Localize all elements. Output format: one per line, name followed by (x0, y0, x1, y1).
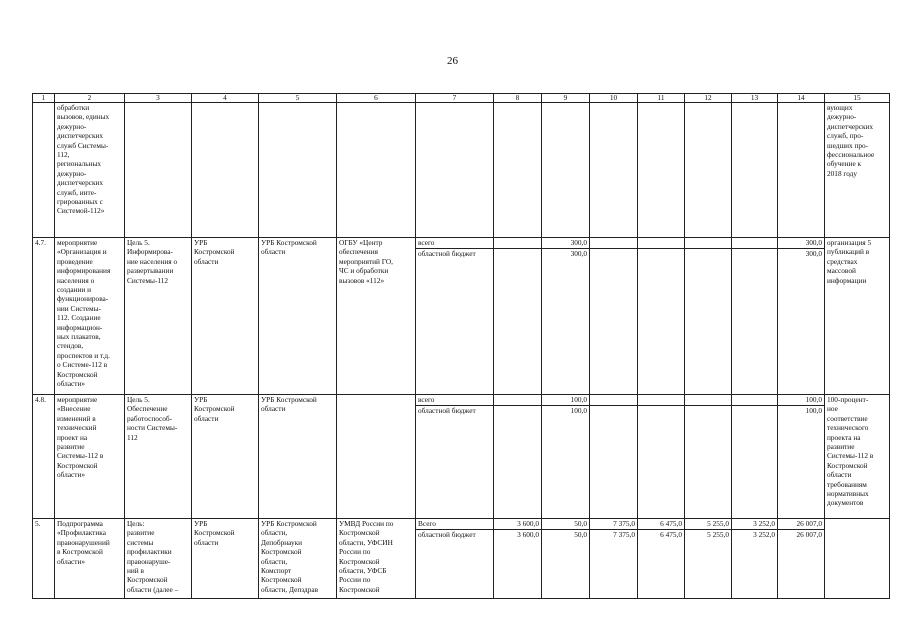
cell-c15: 100-процент- ное соответствие технического проекта на развитие Системы-112 в Костромской области требованиям нормативных документов (825, 395, 890, 519)
column-number-14: 14 (778, 94, 825, 103)
budget-total-value: 6 475,0 (660, 519, 682, 528)
cell-c5: УРБ Костромской области, Депобрнауки Костромской области, Комспорт Костромской области, Депздрав (259, 519, 337, 599)
budget-regional-value (732, 248, 777, 259)
program-table (32, 93, 890, 599)
budget-regional-value (685, 248, 731, 259)
budget-regional-value: 7 375,0 (590, 529, 637, 540)
cell-c3 (125, 103, 192, 238)
column-number-7: 7 (416, 94, 494, 103)
budget-column-c7 (416, 238, 494, 395)
cell-c1 (33, 103, 55, 238)
budget-column-c9 (542, 395, 590, 519)
cell-c5: УРБ Костромской области (259, 238, 337, 395)
cell-c4: УРБ Костромской области (192, 238, 259, 395)
budget-column-c11 (638, 103, 685, 238)
budget-total-value: 3 600,0 (517, 519, 539, 528)
budget-total-value: 3 252,0 (753, 519, 775, 528)
table-row (33, 103, 890, 238)
budget-regional-value (685, 405, 731, 416)
budget-column-c11 (638, 395, 685, 519)
budget-regional-value: областной бюджет (416, 405, 493, 416)
budget-total-value: всего (418, 395, 435, 404)
cell-c2: Подпрограмма «Профилактика правонарушений в Костромской области» (55, 519, 125, 599)
table-row (33, 519, 890, 599)
budget-regional-value: 300,0 (778, 248, 824, 259)
budget-column-c13 (732, 519, 778, 599)
budget-column-c9 (542, 238, 590, 395)
budget-column-c13 (732, 238, 778, 395)
cell-c2: обработки вызовов, единых дежурно- диспетчерских служб Системы- 112, региональных дежурно- диспетчерских служб, инте- грированных с Системой-112» (55, 103, 125, 238)
budget-column-c9 (542, 103, 590, 238)
budget-total-value: 300,0 (805, 238, 822, 247)
column-number-row (33, 94, 890, 103)
budget-total-value (494, 238, 541, 248)
budget-total-value (685, 238, 731, 248)
column-number-13: 13 (732, 94, 778, 103)
budget-total-value: 50,0 (574, 519, 587, 528)
budget-regional-value (494, 405, 541, 416)
budget-column-c13 (732, 103, 778, 238)
budget-regional-value: 300,0 (542, 248, 589, 259)
budget-regional-value: 5 255,0 (685, 529, 731, 540)
cell-c5 (259, 103, 337, 238)
budget-column-c9 (542, 519, 590, 599)
budget-total-value: 100,0 (570, 395, 587, 404)
budget-regional-value (590, 405, 637, 416)
cell-c6 (337, 395, 416, 519)
budget-regional-value: 3 252,0 (732, 529, 777, 540)
budget-column-c11 (638, 238, 685, 395)
cell-c3: Цель 5. Информирова- ние населения о развертывании Системы-112 (125, 238, 192, 395)
cell-c6 (337, 103, 416, 238)
cell-c6: ОГБУ «Центр обеспечения мероприятий ГО, ЧС и обработки вызовов «112» (337, 238, 416, 395)
budget-column-c8 (494, 238, 542, 395)
budget-column-c13 (732, 395, 778, 519)
cell-c2: мероприятие «Организация и проведение информирования населения о создании и функционирова- нии Системы- 112. Создание информацион- ных плакатов, стендов, проспектов и т.д. о Системе-112 в Костромской области» (55, 238, 125, 395)
budget-column-c14 (778, 238, 825, 395)
cell-c1: 4.8. (33, 395, 55, 519)
cell-c15: вующих дежурно- диспетчерских служб, про- шедших про- фессиональное обучение к 2018 году (825, 103, 890, 238)
budget-regional-value: 50,0 (542, 529, 589, 540)
budget-column-c12 (685, 395, 732, 519)
cell-c4: УРБ Костромской области (192, 519, 259, 599)
budget-column-c8 (494, 395, 542, 519)
cell-c1: 5. (33, 519, 55, 599)
table-row (33, 395, 890, 519)
budget-total-value (494, 395, 541, 405)
budget-total-value: Всего (418, 519, 436, 528)
page-number: 26 (447, 55, 458, 67)
budget-total-value (732, 395, 777, 405)
cell-c4 (192, 103, 259, 238)
budget-regional-value: 100,0 (542, 405, 589, 416)
budget-column-c10 (590, 103, 638, 238)
budget-total-value: всего (418, 238, 435, 247)
column-number-15: 15 (825, 94, 890, 103)
cell-c2: мероприятие «Внесение изменений в технический проект на развитие Системы-112 в Костромской области» (55, 395, 125, 519)
budget-column-c10 (590, 519, 638, 599)
column-number-4: 4 (192, 94, 259, 103)
table-row (33, 238, 890, 395)
column-number-11: 11 (638, 94, 685, 103)
budget-total-value (638, 395, 684, 405)
budget-column-c7 (416, 519, 494, 599)
budget-regional-value: 3 600,0 (494, 529, 541, 540)
budget-total-value (685, 395, 731, 405)
budget-column-c14 (778, 519, 825, 599)
column-number-6: 6 (337, 94, 416, 103)
budget-regional-value: 6 475,0 (638, 529, 684, 540)
column-number-9: 9 (542, 94, 590, 103)
budget-column-c12 (685, 103, 732, 238)
budget-total-value: 26 007,0 (796, 519, 822, 528)
budget-regional-value (732, 405, 777, 416)
cell-c5: УРБ Костромской области (259, 395, 337, 519)
budget-regional-value: областной бюджет (416, 529, 493, 540)
budget-regional-value: 26 007,0 (778, 529, 824, 540)
budget-total-value: 100,0 (805, 395, 822, 404)
cell-c3: Цель 5. Обеспечение работоспособ- ности Системы- 112 (125, 395, 192, 519)
column-number-3: 3 (125, 94, 192, 103)
budget-regional-value: областной бюджет (416, 248, 493, 259)
budget-regional-value: 100,0 (778, 405, 824, 416)
cell-c4: УРБ Костромской области (192, 395, 259, 519)
budget-total-value (638, 238, 684, 248)
budget-column-c8 (494, 103, 542, 238)
column-number-2: 2 (55, 94, 125, 103)
budget-total-value (590, 395, 637, 405)
budget-column-c7 (416, 395, 494, 519)
budget-column-c10 (590, 395, 638, 519)
cell-c1: 4.7. (33, 238, 55, 395)
budget-regional-value (638, 405, 684, 416)
column-number-12: 12 (685, 94, 732, 103)
budget-total-value: 7 375,0 (613, 519, 635, 528)
budget-regional-value (590, 248, 637, 259)
budget-column-c7 (416, 103, 494, 238)
budget-column-c10 (590, 238, 638, 395)
budget-column-c11 (638, 519, 685, 599)
budget-total-value (590, 238, 637, 248)
budget-total-value: 300,0 (570, 238, 587, 247)
cell-c15 (825, 519, 890, 599)
budget-column-c8 (494, 519, 542, 599)
budget-regional-value (638, 248, 684, 259)
budget-total-value: 5 255,0 (707, 519, 729, 528)
cell-c15: организация 5 публикаций в средствах массовой информации (825, 238, 890, 395)
budget-regional-value (494, 248, 541, 259)
cell-c6: УМВД России по Костромской области, УФСИН России по Костромской области, УФСБ России по Костромской (337, 519, 416, 599)
budget-column-c14 (778, 395, 825, 519)
budget-column-c12 (685, 238, 732, 395)
column-number-5: 5 (259, 94, 337, 103)
column-number-1: 1 (33, 94, 55, 103)
budget-column-c14 (778, 103, 825, 238)
budget-column-c12 (685, 519, 732, 599)
column-number-10: 10 (590, 94, 638, 103)
budget-total-value (732, 238, 777, 248)
cell-c3: Цель: развитие системы профилактики правонаруше- ний в Костромской области (далее – (125, 519, 192, 599)
column-number-8: 8 (494, 94, 542, 103)
table-body (33, 94, 890, 599)
